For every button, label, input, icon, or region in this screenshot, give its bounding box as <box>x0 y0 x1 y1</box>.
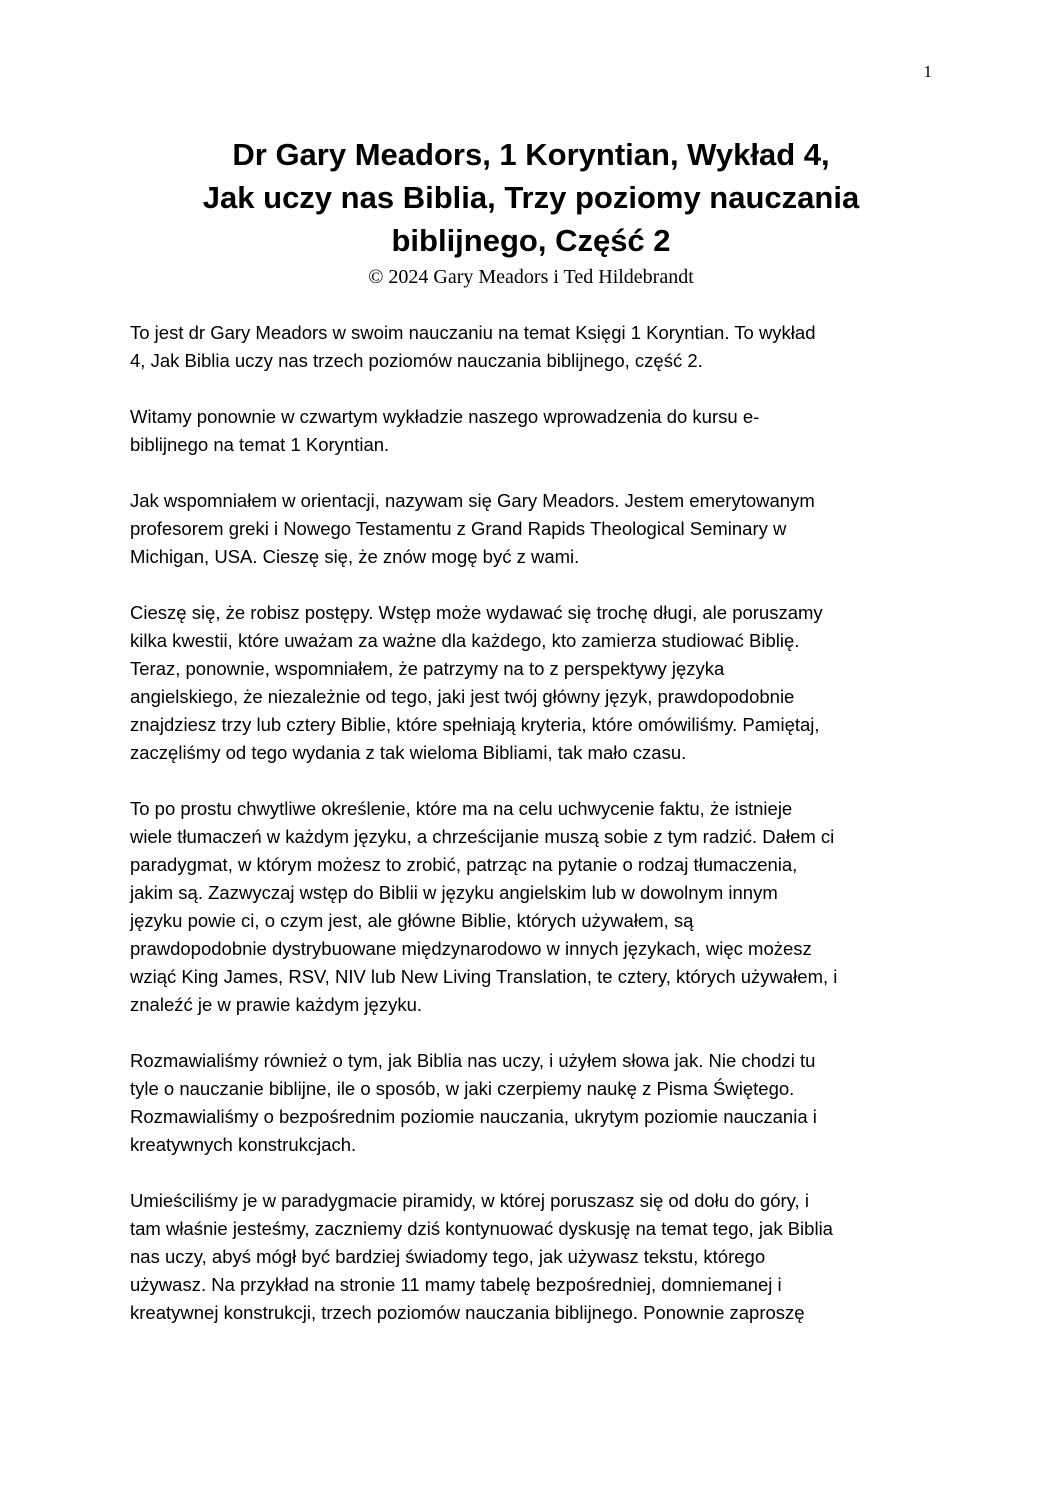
text-line: paradygmat, w którym możesz to zrobić, patrząc na pytanie o rodzaj tłumaczenia, <box>130 854 798 875</box>
text-line: kreatywnej konstrukcji, trzech poziomów nauczania biblijnego. Ponownie zaproszę <box>130 1302 805 1323</box>
text-line: Umieściliśmy je w paradygmacie piramidy, w której poruszasz się od dołu do góry, i <box>130 1190 809 1211</box>
text-line: profesorem greki i Nowego Testamentu z Grand Rapids Theological Seminary w <box>130 518 787 539</box>
paragraph <box>130 599 945 767</box>
text-line: Cieszę się, że robisz postępy. Wstęp może wydawać się trochę długi, ale poruszamy <box>130 602 823 623</box>
title-line: biblijnego, Część 2 <box>391 223 671 258</box>
text-line: Rozmawialiśmy również o tym, jak Biblia nas uczy, i użyłem słowa jak. Nie chodzi tu <box>130 1050 816 1071</box>
text-line: tam właśnie jesteśmy, zaczniemy dziś kontynuować dyskusję na temat tego, jak Biblia <box>130 1218 833 1239</box>
text-line: nas uczy, abyś mógł być bardziej świadomy tego, jak używasz tekstu, którego <box>130 1246 766 1267</box>
text-line: prawdopodobnie dystrybuowane międzynarodowo w innych językach, więc możesz <box>130 938 812 959</box>
paragraph <box>130 487 945 571</box>
text-line: Michigan, USA. Cieszę się, że znów mogę być z wami. <box>130 546 580 567</box>
paragraph <box>130 403 945 459</box>
text-line: angielskiego, że niezależnie od tego, jaki jest twój główny język, prawdopodobnie <box>130 686 795 707</box>
text-line: zaczęliśmy od tego wydania z tak wieloma Bibliami, tak mało czasu. <box>130 742 687 763</box>
copyright-notice: © 2024 Gary Meadors i Ted Hildebrandt <box>368 266 694 288</box>
text-line: znajdziesz trzy lub cztery Biblie, które spełniają kryteria, które omówiliśmy. Pamiętaj, <box>130 714 820 735</box>
text-line: biblijnego na temat 1 Koryntian. <box>130 434 390 455</box>
text-line: kilka kwestii, które uważam za ważne dla każdego, kto zamierza studiować Biblię. <box>130 630 800 651</box>
paragraph <box>130 1187 945 1327</box>
text-line: języku powie ci, o czym jest, ale główne Biblie, których używałem, są <box>130 910 694 931</box>
text-line: Jak wspomniałem w orientacji, nazywam się Gary Meadors. Jestem emerytowanym <box>130 490 815 511</box>
text-line: Witamy ponownie w czwartym wykładzie naszego wprowadzenia do kursu e- <box>130 406 760 427</box>
document-title <box>130 133 932 262</box>
text-line: kreatywnych konstrukcjach. <box>130 1134 357 1155</box>
paragraph <box>130 319 945 375</box>
paragraph <box>130 1047 945 1159</box>
text-line: tyle o nauczanie biblijne, ile o sposób, w jaki czerpiemy naukę z Pisma Świętego. <box>130 1078 795 1099</box>
text-line: wziąć King James, RSV, NIV lub New Living Translation, te cztery, których używałem, i <box>130 966 838 987</box>
text-line: używasz. Na przykład na stronie 11 mamy tabelę bezpośredniej, domniemanej i <box>130 1274 782 1295</box>
text-line: wiele tłumaczeń w każdym języku, a chrześcijanie muszą sobie z tym radzić. Dałem ci <box>130 826 835 847</box>
text-line: Rozmawialiśmy o bezpośrednim poziomie nauczania, ukrytym poziomie nauczania i <box>130 1106 817 1127</box>
paragraph <box>130 795 945 1019</box>
title-line: Dr Gary Meadors, 1 Koryntian, Wykład 4, <box>232 137 830 172</box>
text-line: To po prostu chwytliwe określenie, które ma na celu uchwycenie faktu, że istnieje <box>130 798 793 819</box>
document-body <box>130 319 945 1355</box>
text-line: Teraz, ponownie, wspomniałem, że patrzymy na to z perspektywy języka <box>130 658 725 679</box>
text-line: 4, Jak Biblia uczy nas trzech poziomów nauczania biblijnego, część 2. <box>130 350 703 371</box>
text-line: znaleźć je w prawie każdym języku. <box>130 994 422 1015</box>
title-line: Jak uczy nas Biblia, Trzy poziomy nauczania <box>202 180 860 215</box>
page-number: 1 <box>923 62 932 81</box>
text-line: To jest dr Gary Meadors w swoim nauczaniu na temat Księgi 1 Koryntian. To wykład <box>130 322 816 343</box>
text-line: jakim są. Zazwyczaj wstęp do Biblii w języku angielskim lub w dowolnym innym <box>130 882 778 903</box>
